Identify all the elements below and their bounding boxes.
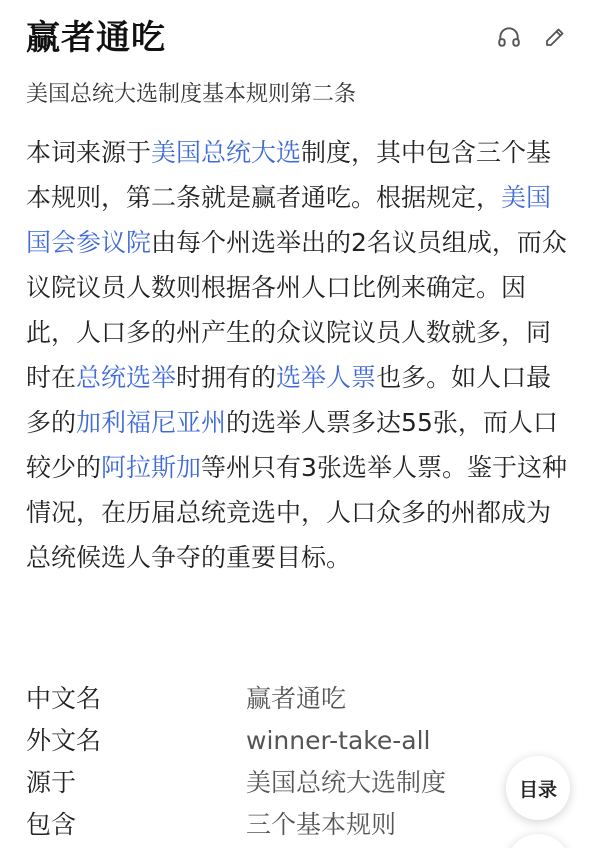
body-text: 时拥有的 (176, 363, 277, 392)
link-us-senate[interactable]: 美国国会参议院 (26, 183, 552, 257)
link-electoral-votes[interactable]: 选举人票 (276, 363, 377, 392)
link-california[interactable]: 加利福尼亚州 (76, 408, 227, 437)
page-title: 赢者通吃 (26, 18, 166, 58)
article-body (26, 130, 574, 580)
body-text: 由每个州选举出的2名议员组成，而众议院议员人数则根据各州人口比例来确定。因此，人口多的州产生的众议院议员人数就多，同时在 (26, 228, 567, 392)
body-text: 的选举人票多达55张，而人口较少的 (26, 408, 558, 482)
body-text: 制度，其中包含三个基本规则，第二条就是赢者通吃。根据规定， (26, 138, 552, 212)
infobox-row (26, 762, 496, 804)
infobox-value: 赢者通吃 (246, 684, 347, 713)
infobox-row (26, 720, 496, 762)
infobox-key: 外文名 (26, 726, 102, 755)
infobox-value: 三个基本规则 (246, 810, 397, 839)
infobox (26, 678, 496, 846)
infobox-row (26, 678, 496, 720)
link-us-presidential-election[interactable]: 美国总统大选 (151, 138, 302, 167)
infobox-value: winner-take-all (246, 726, 431, 755)
floating-action-button[interactable] (506, 834, 570, 848)
edit-icon[interactable] (542, 24, 568, 50)
headphones-icon[interactable] (496, 24, 522, 50)
infobox-key: 中文名 (26, 684, 102, 713)
article-header (26, 14, 576, 64)
link-presidential-election[interactable]: 总统选举 (76, 363, 177, 392)
body-text: 本词来源于 (26, 138, 152, 167)
link-alaska[interactable]: 阿拉斯加 (101, 453, 202, 482)
infobox-row (26, 804, 496, 846)
page-subtitle: 美国总统大选制度基本规则第二条 (26, 82, 357, 107)
header-actions (496, 24, 568, 50)
infobox-key: 源于 (26, 768, 77, 797)
table-of-contents-button[interactable]: 目录 (506, 756, 570, 820)
body-text: 也多。如人口最多的 (26, 363, 552, 437)
body-text: 等州只有3张选举人票。鉴于这种情况，在历届总统竞选中，人口众多的州都成为总统候选人争夺的重要目标。 (26, 453, 567, 572)
infobox-value: 美国总统大选制度 (246, 768, 447, 797)
infobox-key: 包含 (26, 810, 77, 839)
